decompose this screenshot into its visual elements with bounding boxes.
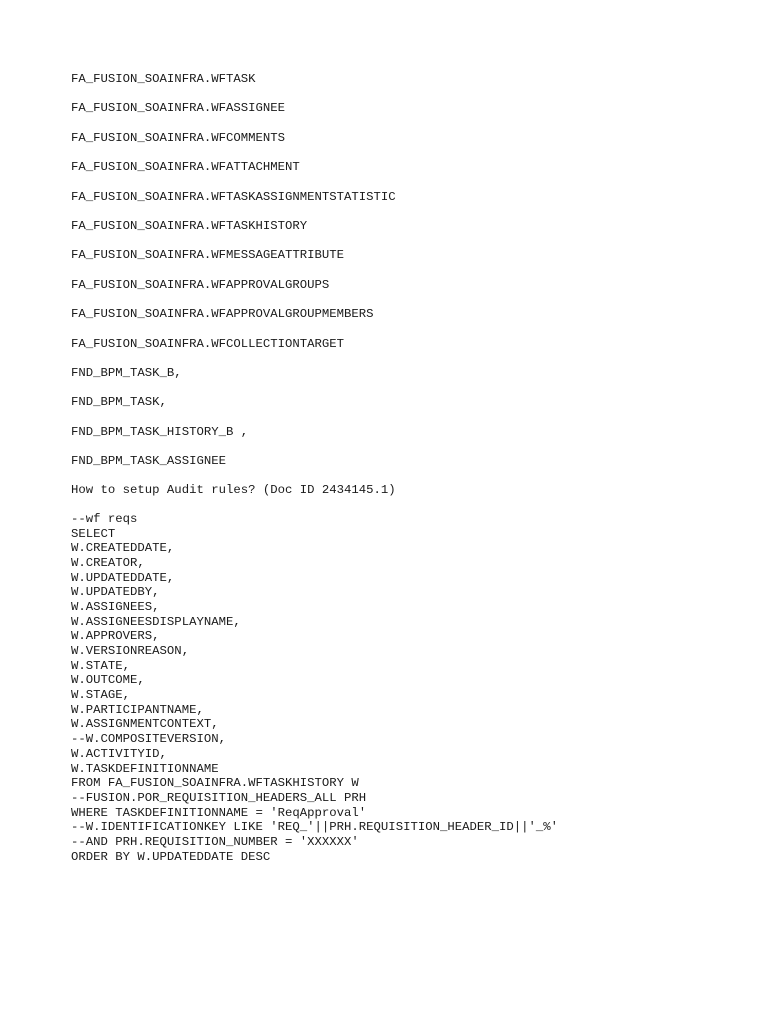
table-name-line: FA_FUSION_SOAINFRA.WFTASKHISTORY <box>71 218 308 233</box>
sql-line: W.ASSIGNMENTCONTEXT, <box>71 717 219 732</box>
sql-comment-line: --wf reqs <box>71 511 138 526</box>
sql-line: W.UPDATEDDATE, <box>71 570 175 585</box>
table-list <box>71 71 751 512</box>
table-name-line: FA_FUSION_SOAINFRA.WFTASKASSIGNMENTSTATISTIC <box>71 189 396 204</box>
sql-line: W.TASKDEFINITIONNAME <box>71 761 219 776</box>
sql-comment-line: --W.IDENTIFICATIONKEY LIKE 'REQ_'||PRH.REQUISITION_HEADER_ID||'_%' <box>71 820 559 835</box>
sql-line: W.CREATEDDATE, <box>71 541 175 556</box>
sql-line: W.OUTCOME, <box>71 673 145 688</box>
table-name-line: FND_BPM_TASK_B, <box>71 365 182 380</box>
table-name-line: FA_FUSION_SOAINFRA.WFTASK <box>71 72 256 86</box>
sql-line: SELECT <box>71 526 116 541</box>
sql-line: W.ASSIGNEES, <box>71 599 160 614</box>
sql-line: W.ACTIVITYID, <box>71 746 167 761</box>
sql-comment-line: --AND PRH.REQUISITION_NUMBER = 'XXXXXX' <box>71 834 359 849</box>
table-name-line: FA_FUSION_SOAINFRA.WFATTACHMENT <box>71 160 300 175</box>
sql-query-block <box>71 512 751 865</box>
table-name-line: FND_BPM_TASK_ASSIGNEE <box>71 454 226 469</box>
sql-line: W.STAGE, <box>71 688 131 703</box>
sql-line: ORDER BY W.UPDATEDDATE DESC <box>71 849 271 864</box>
sql-line: WHERE TASKDEFINITIONNAME = 'ReqApproval' <box>71 805 367 820</box>
sql-line: W.VERSIONREASON, <box>71 644 190 659</box>
table-name-line: FA_FUSION_SOAINFRA.WFAPPROVALGROUPS <box>71 277 330 292</box>
document-page <box>71 71 751 864</box>
sql-line: W.PARTICIPANTNAME, <box>71 702 204 717</box>
table-name-line: FA_FUSION_SOAINFRA.WFMESSAGEATTRIBUTE <box>71 248 345 263</box>
table-name-line: FA_FUSION_SOAINFRA.WFAPPROVALGROUPMEMBERS <box>71 307 374 322</box>
sql-line: W.CREATOR, <box>71 555 145 570</box>
table-name-line: FND_BPM_TASK_HISTORY_B , <box>71 424 249 439</box>
table-name-line: FA_FUSION_SOAINFRA.WFASSIGNEE <box>71 101 286 116</box>
sql-line: W.STATE, <box>71 658 131 673</box>
sql-line: W.APPROVERS, <box>71 629 160 644</box>
doc-reference-line: How to setup Audit rules? (Doc ID 2434145.1) <box>71 483 396 498</box>
table-name-line: FA_FUSION_SOAINFRA.WFCOMMENTS <box>71 130 286 145</box>
sql-line: W.ASSIGNEESDISPLAYNAME, <box>71 614 241 629</box>
sql-comment-line: --FUSION.POR_REQUISITION_HEADERS_ALL PRH <box>71 790 367 805</box>
table-name-line: FND_BPM_TASK, <box>71 395 167 410</box>
table-name-line: FA_FUSION_SOAINFRA.WFCOLLECTIONTARGET <box>71 336 345 351</box>
sql-comment-line: --W.COMPOSITEVERSION, <box>71 732 226 747</box>
sql-line: W.UPDATEDBY, <box>71 585 160 600</box>
sql-line: FROM FA_FUSION_SOAINFRA.WFTASKHISTORY W <box>71 776 359 791</box>
